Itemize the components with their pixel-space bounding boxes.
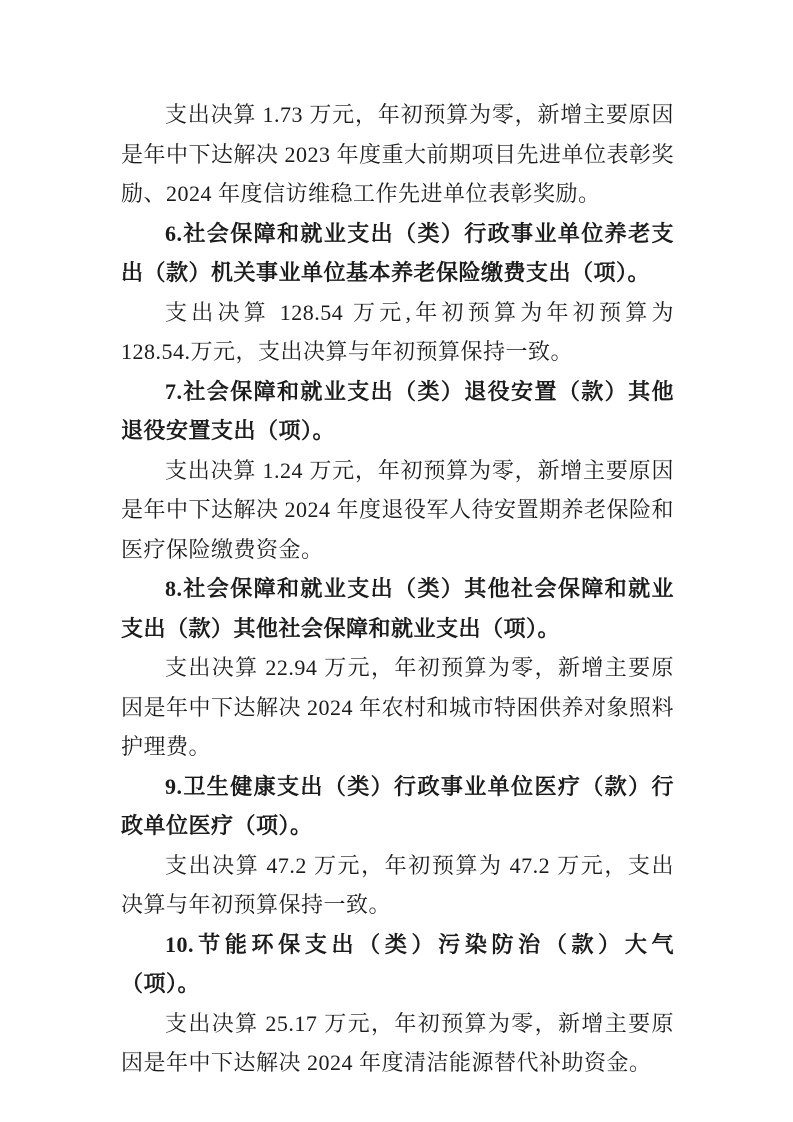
- budget-item-heading: 8.社会保障和就业支出（类）其他社会保障和就业支出（款）其他社会保障和就业支出（项）。: [121, 576, 674, 641]
- budget-item-paragraph: 支出决算 47.2 万元，年初预算为 47.2 万元，支出决算与年初预算保持一致。: [121, 852, 674, 917]
- budget-item-paragraph: 支出决算 25.17 万元，年初预算为零，新增主要原因是年中下达解决 2024 年度清洁能源替代补助资金。: [121, 1010, 674, 1075]
- budget-item-heading: 10.节能环保支出（类）污染防治（款）大气（项）。: [121, 931, 674, 996]
- budget-item-heading: 9.卫生健康支出（类）行政事业单位医疗（款）行政单位医疗（项）。: [121, 773, 674, 838]
- budget-item-heading: 6.社会保障和就业支出（类）行政事业单位养老支出（款）机关事业单位基本养老保险缴费支出（项）。: [121, 220, 674, 285]
- budget-item-heading: 7.社会保障和就业支出（类）退役安置（款）其他退役安置支出（项）。: [121, 378, 674, 443]
- budget-item-paragraph: 支出决算 128.54 万元,年初预算为年初预算为 128.54.万元，支出决算与年初预算保持一致。: [121, 299, 674, 364]
- document-body: [121, 95, 674, 1083]
- budget-item-paragraph: 支出决算 22.94 万元，年初预算为零，新增主要原因是年中下达解决 2024 年农村和城市特困供养对象照料护理费。: [121, 655, 675, 759]
- budget-item-paragraph: 支出决算 1.24 万元，年初预算为零，新增主要原因是年中下达解决 2024 年度退役军人待安置期养老保险和医疗保险缴费资金。: [121, 457, 675, 562]
- budget-item-paragraph: 支出决算 1.73 万元，年初预算为零，新增主要原因是年中下达解决 2023 年度重大前期项目先进单位表彰奖励、2024 年度信访维稳工作先进单位表彰奖励。: [121, 102, 675, 206]
